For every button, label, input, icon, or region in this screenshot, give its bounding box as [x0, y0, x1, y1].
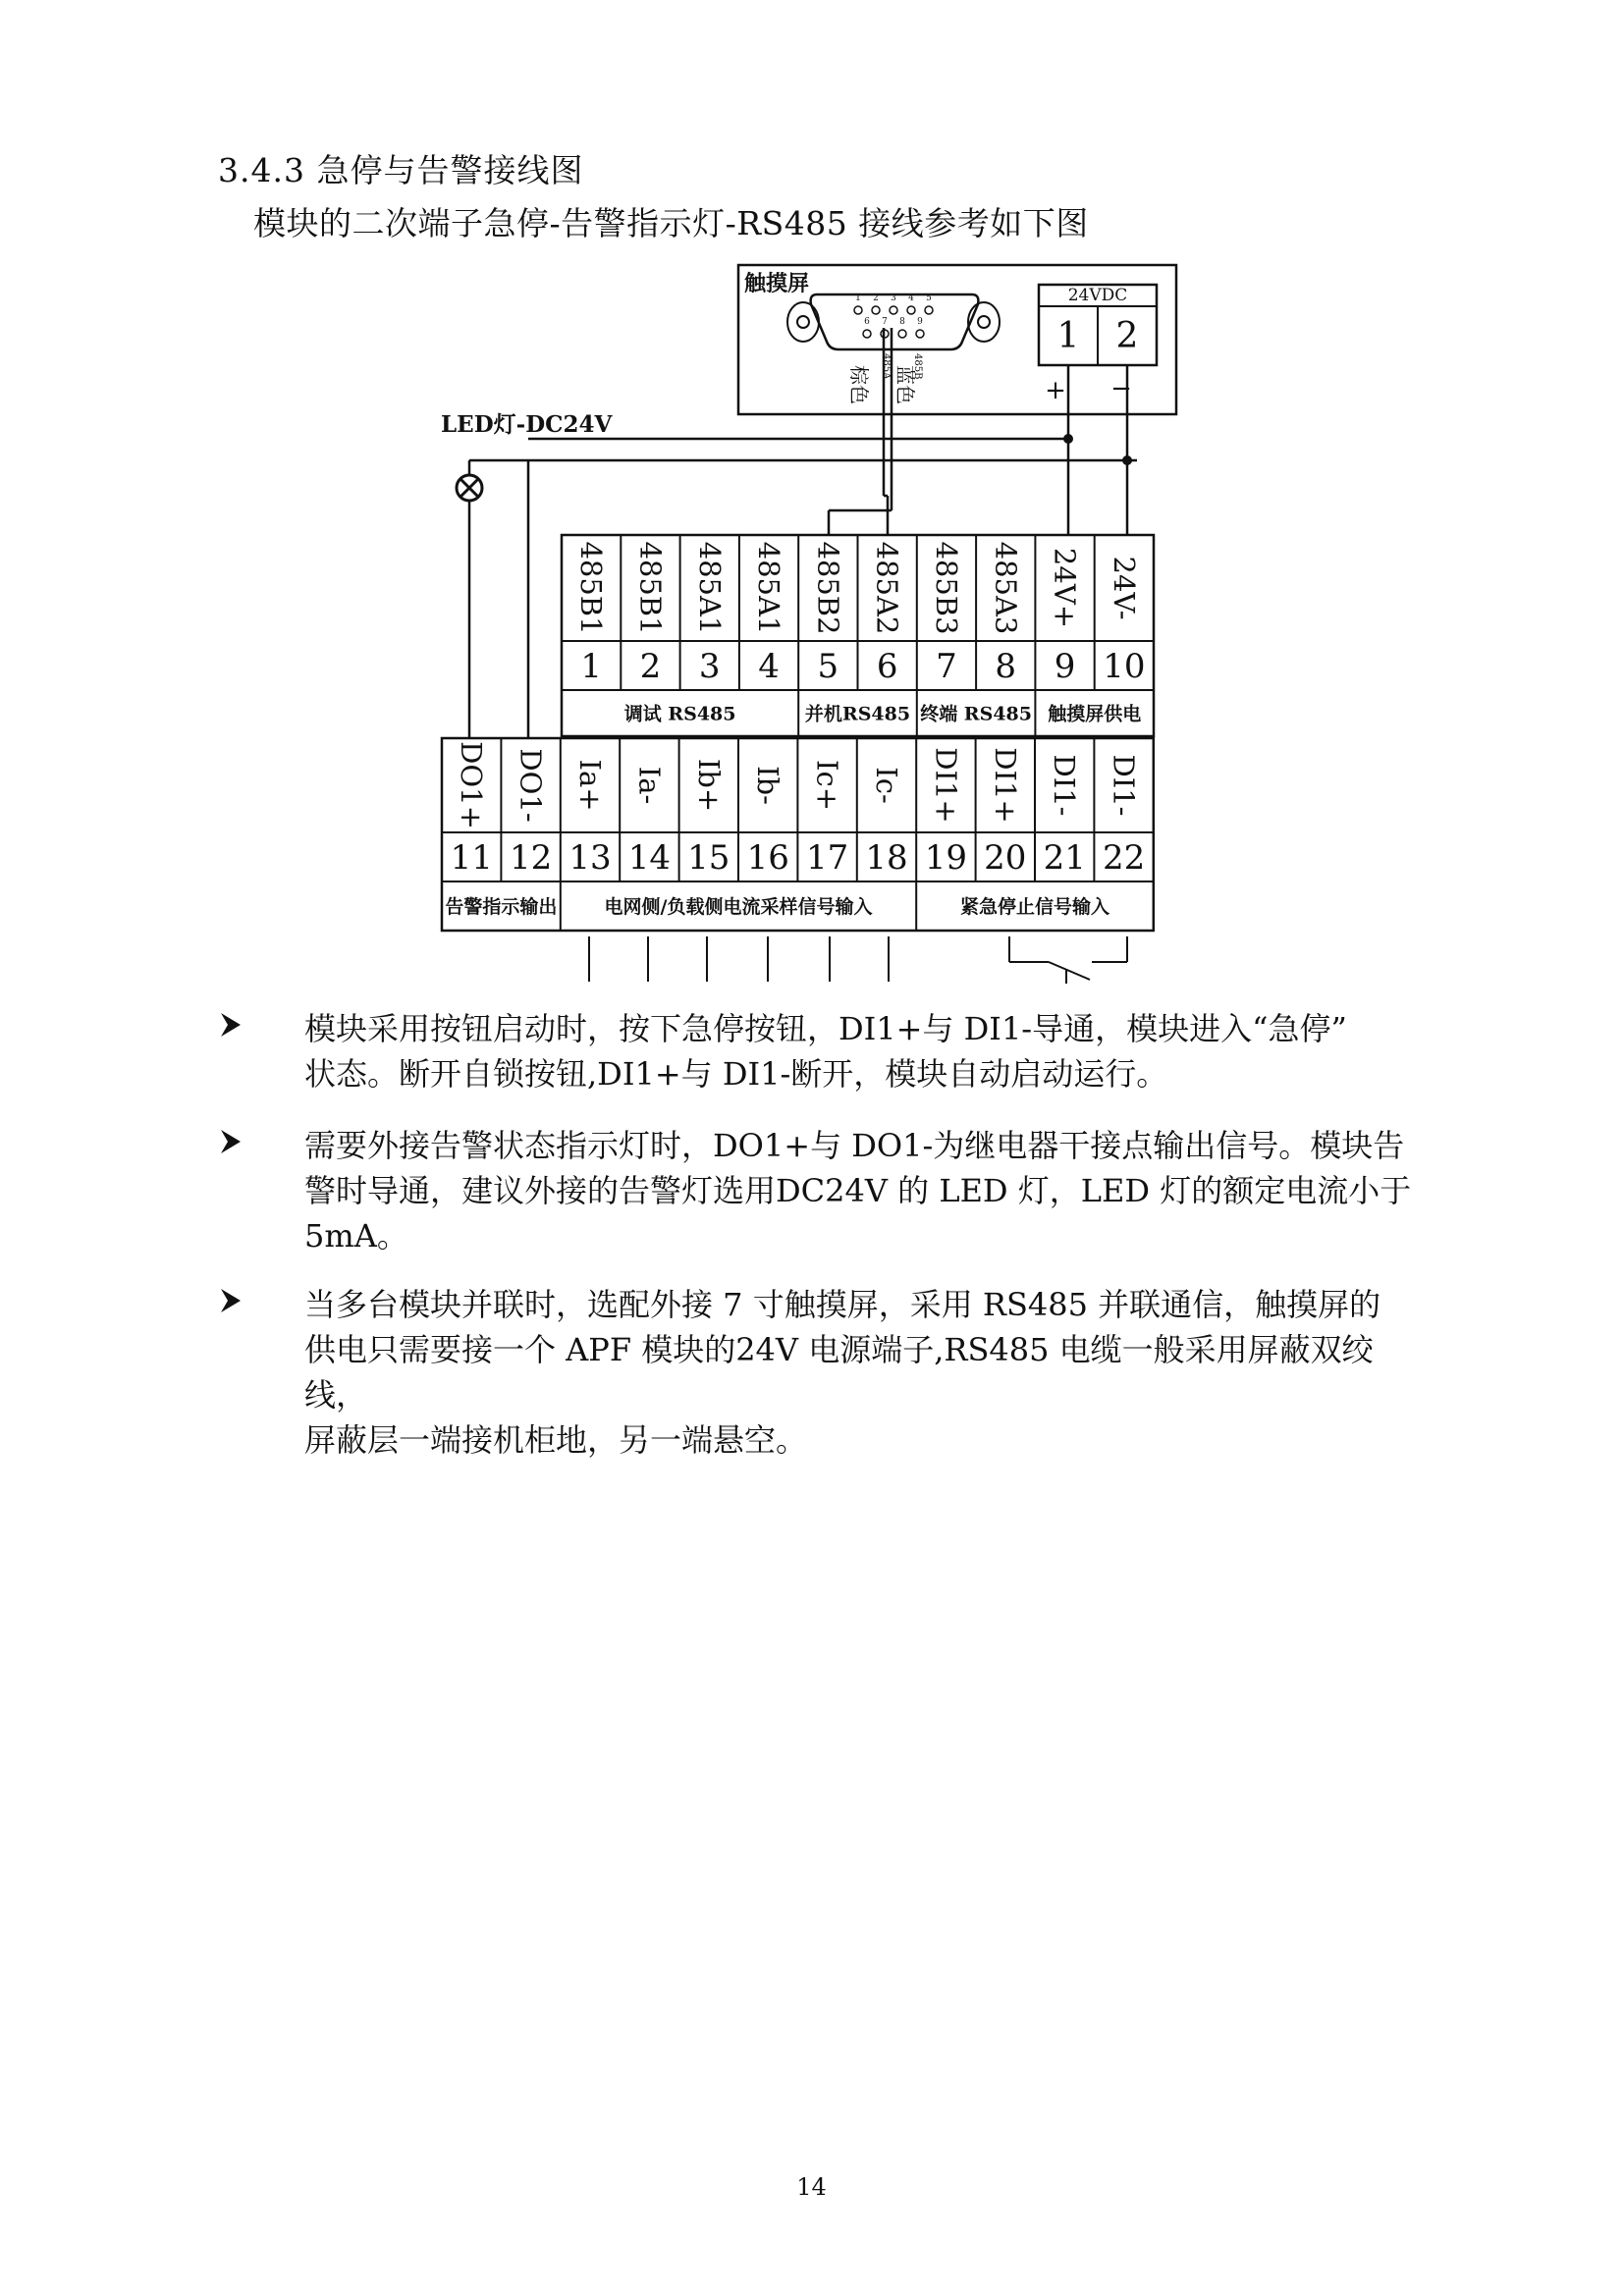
terminal-number: 14	[627, 838, 672, 878]
terminal-number: 5	[817, 647, 839, 686]
terminal-label: DI1-	[1107, 754, 1141, 817]
emergency-stop-switch-icon	[1009, 936, 1127, 984]
terminal-label: 485A3	[989, 541, 1023, 635]
terminal-label: DI1+	[929, 747, 963, 824]
terminal-number: 10	[1103, 647, 1146, 686]
terminal-number: 15	[687, 838, 730, 878]
terminal-group-label: 电网侧/负载侧电流采样信号输入	[604, 896, 873, 918]
terminal-group-label: 触摸屏供电	[1048, 703, 1142, 725]
page-number: 14	[796, 2173, 827, 2201]
terminal-label: 24V+	[1048, 547, 1082, 629]
db9-pin	[916, 330, 924, 338]
db9-pin-number: 5	[926, 294, 932, 303]
minus-sign: −	[1110, 374, 1132, 403]
bullet-line: 当多台模块并联时，选配外接 7 寸触摸屏，采用 RS485 并联通信，触摸屏的	[304, 1286, 1381, 1323]
db9-pin-number: 1	[855, 294, 861, 303]
terminal-label: 485B1	[633, 541, 668, 635]
terminal-label: 485B3	[929, 541, 963, 635]
bullet-line: 模块采用按钮启动时，按下急停按钮，DI1+与 DI1-导通，模块进入“急停”	[304, 1010, 1347, 1047]
terminal-number: 1	[580, 647, 602, 686]
power-label: 24VDC	[1067, 286, 1128, 305]
bullet-line: 屏蔽层一端接机柜地，另一端悬空。	[304, 1421, 808, 1459]
terminal-number: 19	[924, 838, 968, 878]
top-terminal-block	[562, 535, 1154, 736]
terminal-label: DO1+	[455, 741, 489, 829]
terminal-label: DO1-	[514, 748, 548, 823]
db9-pin	[854, 306, 862, 314]
terminal-label: 485A1	[692, 541, 727, 635]
bullet-2	[218, 1123, 1426, 1258]
terminal-label: 24V-	[1107, 556, 1141, 620]
db9-pin-row-bottom	[863, 317, 924, 338]
db9-pin-number: 7	[882, 317, 888, 327]
db9-pin-number: 9	[917, 317, 923, 327]
terminal-label: Ib+	[691, 758, 726, 813]
bullet-line: 警时导通，建议外接的告警灯选用DC24V 的 LED 灯，LED 灯的额定电流小于	[304, 1172, 1412, 1209]
led-label: LED灯-DC24V	[441, 411, 613, 438]
terminal-group-label: 告警指示输出	[445, 896, 558, 918]
terminal-number: 4	[758, 647, 780, 686]
terminal-label: Ic-	[870, 767, 903, 804]
power-terminal-1: 1	[1056, 316, 1080, 356]
bottom-terminal-block	[442, 738, 1154, 931]
terminal-label: DI1+	[988, 747, 1022, 824]
terminal-number: 17	[805, 838, 849, 878]
db9-pin-number: 4	[908, 294, 914, 303]
touchscreen-label: 触摸屏	[744, 271, 810, 296]
terminal-number: 3	[698, 647, 721, 686]
bullet-line: 5mA。	[304, 1217, 408, 1255]
bullet-arrow-icon	[218, 1010, 243, 1040]
power-terminal-2: 2	[1115, 316, 1139, 356]
terminal-label: 485B1	[574, 541, 609, 635]
bullet-arrow-icon	[218, 1286, 243, 1315]
led-lamp-icon	[457, 475, 482, 501]
terminal-label: 485A2	[870, 541, 904, 635]
terminal-group-label: 终端 RS485	[920, 703, 1032, 725]
terminal-label: Ia+	[573, 759, 607, 812]
terminal-label: Ib-	[751, 766, 785, 805]
terminal-label: 485B2	[811, 541, 845, 635]
terminal-label: Ia-	[632, 766, 667, 805]
terminal-group-label: 调试 RS485	[623, 703, 736, 725]
terminal-label: DI1-	[1048, 754, 1082, 817]
terminal-number: 20	[984, 838, 1027, 878]
terminal-number: 16	[746, 838, 789, 878]
terminal-number: 22	[1102, 838, 1146, 878]
terminal-number: 7	[936, 647, 957, 686]
terminal-group-label: 并机RS485	[804, 703, 911, 725]
terminal-number: 11	[450, 838, 493, 878]
terminal-group-label: 紧急停止信号输入	[959, 896, 1110, 918]
db9-pin	[925, 306, 933, 314]
bullet-arrow-icon	[218, 1127, 243, 1156]
db9-pin-row-top	[854, 294, 933, 314]
db9-pin	[907, 306, 915, 314]
db9-pin	[872, 306, 880, 314]
db9-pin	[898, 330, 906, 338]
bullet-line: 需要外接告警状态指示灯时，DO1+与 DO1-为继电器干接点输出信号。模块告	[304, 1127, 1405, 1164]
wiring-diagram	[0, 0, 1623, 1001]
terminal-number: 2	[639, 647, 662, 686]
wire-brown-label: 棕色	[847, 365, 871, 404]
sampling-leads	[589, 936, 889, 982]
terminal-label: 485A1	[752, 541, 786, 635]
terminal-number: 18	[865, 838, 908, 878]
terminal-number: 12	[509, 838, 553, 878]
db9-pin	[863, 330, 871, 338]
wire-blue-label: 蓝色	[893, 365, 917, 404]
wire-blue-code: 485B	[912, 353, 923, 380]
wiring-lines	[469, 328, 1137, 738]
bullet-line: 状态。断开自锁按钮,DI1+与 DI1-断开，模块自动启动运行。	[304, 1055, 1168, 1093]
bullet-1	[218, 1006, 1426, 1096]
terminal-number: 21	[1043, 838, 1086, 878]
terminal-number: 8	[995, 647, 1017, 686]
db9-pin-number: 3	[891, 294, 896, 303]
db9-pin-number: 6	[864, 317, 870, 327]
terminal-number: 13	[568, 838, 612, 878]
wire-brown-code: 485A	[881, 353, 892, 380]
bullet-line: 供电只需要接一个 APF 模块的24V 电源端子,RS485 电缆一般采用屏蔽双绞线，	[304, 1331, 1374, 1414]
terminal-number: 9	[1054, 647, 1076, 686]
intro-text: 模块的二次端子急停-告警指示灯-RS485 接线参考如下图	[253, 204, 1089, 242]
bullet-3	[218, 1282, 1426, 1463]
section-title: 3.4.3 急停与告警接线图	[218, 151, 584, 189]
terminal-number: 6	[876, 647, 898, 686]
db9-pin	[890, 306, 897, 314]
terminal-label: Ic+	[810, 760, 844, 811]
db9-pin-number: 2	[873, 294, 879, 303]
db9-pin-number: 8	[899, 317, 905, 327]
plus-sign: +	[1045, 376, 1066, 405]
